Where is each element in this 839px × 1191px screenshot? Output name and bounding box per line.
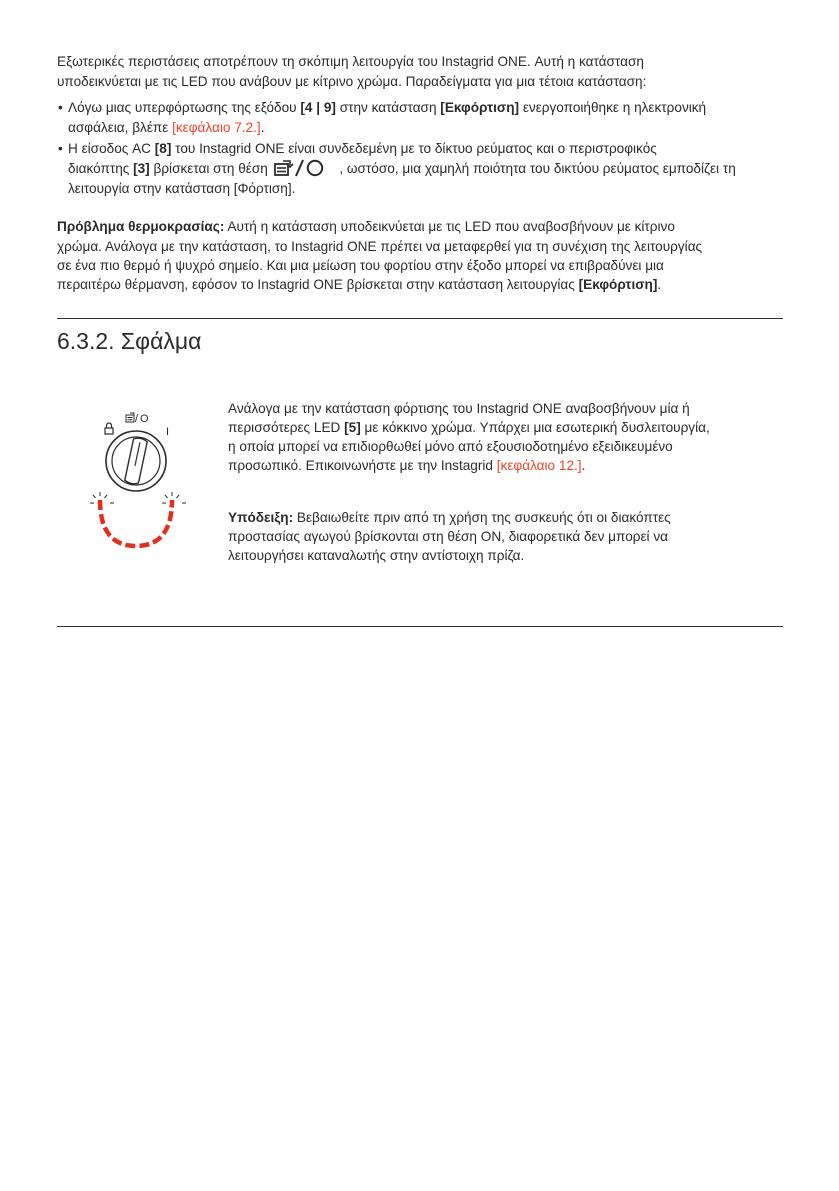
bullet-1-line-1: Λόγω μιας υπερφόρτωσης της εξόδου [4 | 9] στην κατάσταση [Εκφόρτιση] ενεργοποιήθηκε η ηλεκτρονική bbox=[68, 100, 707, 115]
chapter-7-2-link[interactable]: [κεφάλαιο 7.2.] bbox=[172, 120, 261, 135]
section-title: 6.3.2. Σφάλμα bbox=[57, 328, 202, 354]
temperature-line-1: Πρόβλημα θερμοκρασίας: Αυτή η κατάσταση υποδεικνύεται με τις LED που αναβοσβήνουν με κίτρινο bbox=[57, 219, 675, 234]
section-divider bbox=[57, 318, 783, 319]
bullet-2-line-3: λειτουργία στην κατάσταση [Φόρτιση]. bbox=[68, 181, 296, 196]
switch-slash: / bbox=[135, 413, 139, 425]
charge-icon bbox=[126, 413, 134, 422]
output-ref: [4 | 9] bbox=[300, 100, 336, 115]
hint-label: Υπόδειξη: bbox=[228, 510, 294, 525]
intro-line-1: Εξωτερικές περιστάσεις αποτρέπουν τη σκόπιμη λειτουργία του Instagrid ONE. Αυτή η κατάσταση bbox=[57, 54, 644, 69]
hint-line-2: προστασίας αγωγού βρίσκονται στη θέση ON, διαφορετικά δεν μπορεί να bbox=[228, 529, 668, 544]
hint-line-3: λειτουργήσει καταναλωτής στην αντίστοιχη πρίζα. bbox=[228, 548, 525, 563]
temperature-line-4: περαιτέρω θέρμανση, εφόσον το Instagrid ONE βρίσκεται στην κατάσταση λειτουργίας [Εκφόρτιση]. bbox=[57, 277, 662, 292]
temperature-line-2: χρώμα. Ανάλογα με την κατάσταση, το Instagrid ONE πρέπει να μεταφερθεί για τη συνέχιση της λειτουργίας bbox=[57, 239, 703, 254]
error-line-4: προσωπικό. Επικοινωνήστε με την Instagrid [κεφάλαιο 12.]. bbox=[228, 458, 586, 473]
ac-input-ref: [8] bbox=[154, 141, 172, 156]
section-end-divider bbox=[57, 626, 783, 627]
bullet-2-line-2: διακόπτης [3] βρίσκεται στη θέση , ωστόσο, μια χαμηλή ποιότητα του δικτύου ρεύματος εμποδίζει τη bbox=[68, 159, 736, 183]
rotary-switch-ref: [3] bbox=[133, 161, 150, 176]
error-line-3: η οποία μπορεί να επιδιορθωθεί μόνο από εξουσιοδοτημένο εξειδικευμένο bbox=[228, 439, 673, 454]
bullet-1-line-2: ασφάλεια, βλέπε [κεφάλαιο 7.2.]. bbox=[68, 120, 265, 135]
bullet-marker: • bbox=[58, 100, 63, 115]
hint-line-1: Υπόδειξη: Βεβαιωθείτε πριν από τη χρήση της συσκευής ότι οι διακόπτες bbox=[228, 510, 671, 525]
knob-handle bbox=[124, 437, 147, 485]
chapter-12-link[interactable]: [κεφάλαιο 12.] bbox=[496, 458, 582, 473]
discharge-mode: [Εκφόρτιση] bbox=[440, 100, 520, 115]
temperature-line-3: σε ένα πιο θερμό ή ψυχρό σημείο. Και μια μείωση του φορτίου στην έξοδο μπορεί να επιβραδύνει μια bbox=[57, 258, 664, 273]
switch-on-label: I bbox=[166, 426, 170, 438]
error-line-2: περισσότερες LED [5] με κόκκινο χρώμα. Υπάρχει μια εσωτερική δυσλειτουργία, bbox=[228, 420, 710, 435]
led-ref: [5] bbox=[344, 420, 361, 435]
discharge-mode: [Εκφόρτιση] bbox=[578, 277, 658, 292]
intro-line-2: υποδεικνύεται με τις LED που ανάβουν με κίτρινο χρώμα. Παραδείγματα για μια τέτοια κατάσταση: bbox=[57, 74, 647, 89]
led-arc-red bbox=[100, 500, 172, 546]
error-line-1: Ανάλογα με την κατάσταση φόρτισης του Instagrid ONE αναβοσβήνουν μία ή bbox=[228, 401, 690, 416]
rotary-switch-figure bbox=[84, 404, 194, 549]
bullet-2-line-1: Η είσοδος AC [8] του Instagrid ONE είναι συνδεδεμένη με το δίκτυο ρεύματος και ο περιστροφικός bbox=[68, 141, 657, 156]
bullet-marker: • bbox=[58, 141, 63, 156]
switch-off-label: O bbox=[140, 413, 149, 425]
temperature-label: Πρόβλημα θερμοκρασίας: bbox=[57, 219, 225, 234]
lock-icon bbox=[105, 423, 113, 434]
